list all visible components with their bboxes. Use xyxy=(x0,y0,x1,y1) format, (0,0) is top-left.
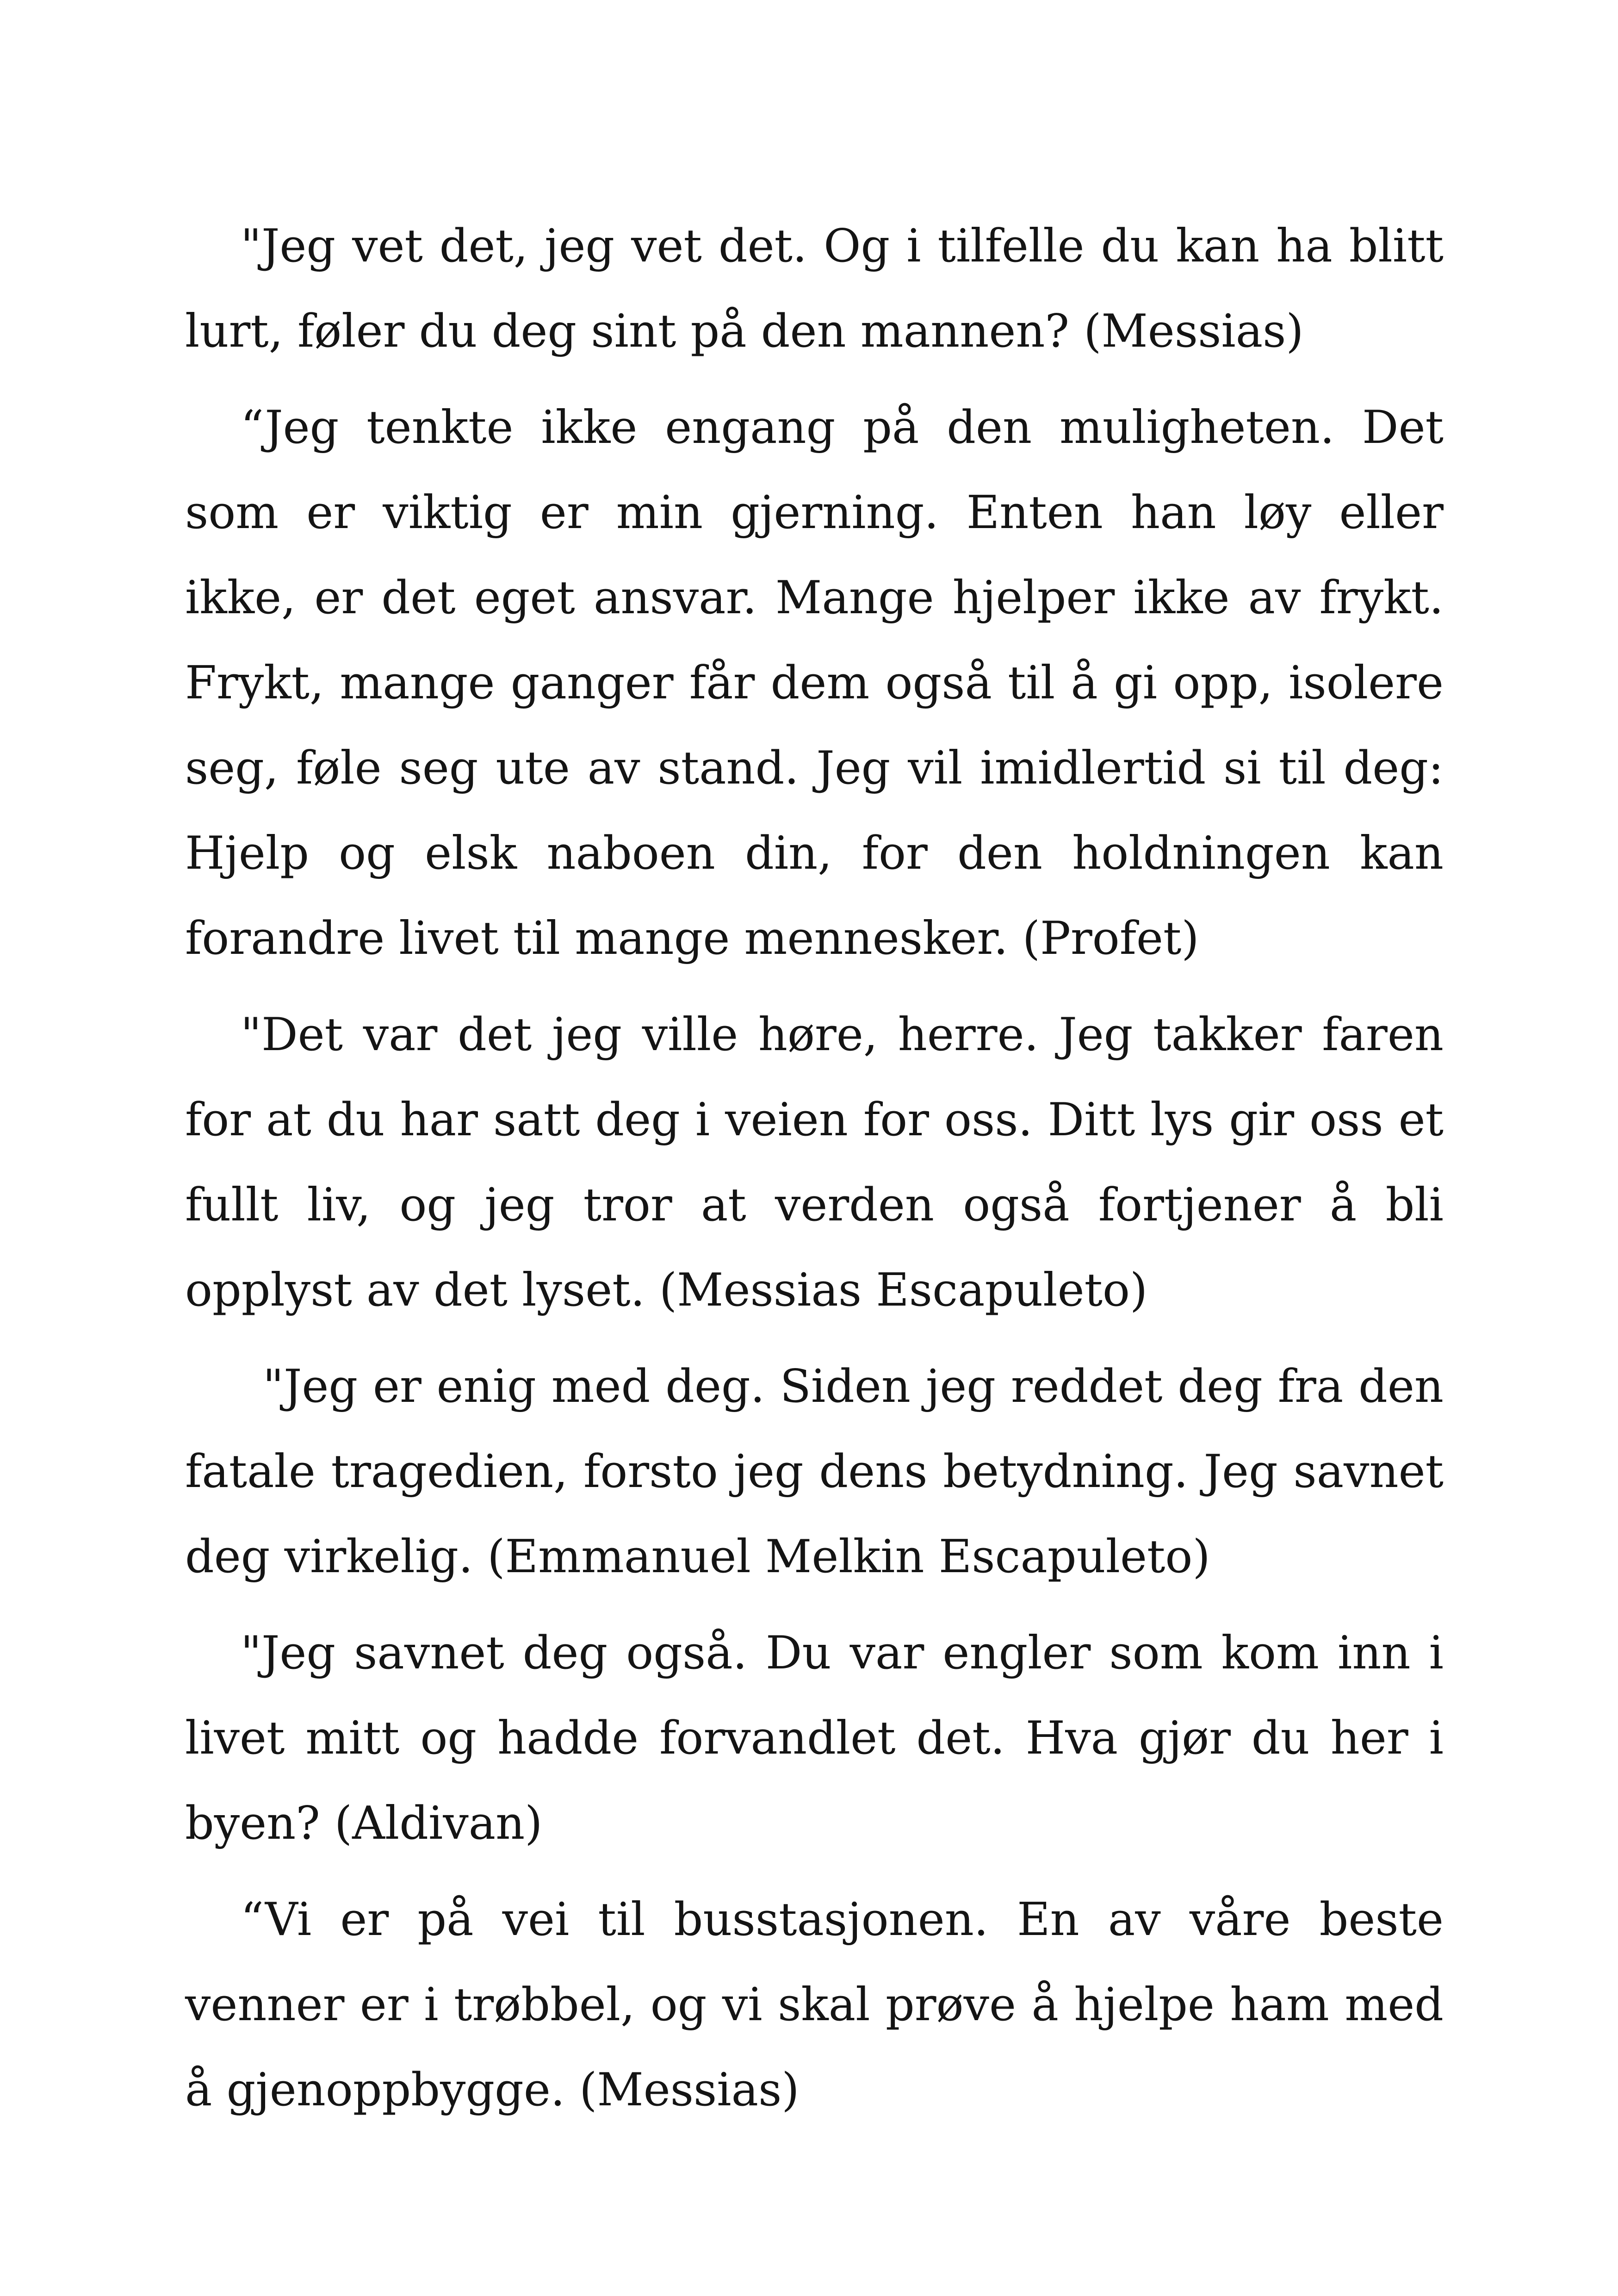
paragraph-3: "Det var det jeg ville høre, herre. Jeg takker faren for at du har satt deg i veien for oss. Ditt lys gir oss et fullt liv, og jeg tror at verden også fortjener å bli opplyst av det lyset. (Messias Escapuleto) xyxy=(185,1008,1444,1317)
paragraph-6: “Vi er på vei til busstasjonen. En av våre beste venner er i trøbbel, og vi skal prøve å hjelpe ham med å gjenoppbygge. (Messias) xyxy=(185,1893,1444,2116)
body-text xyxy=(185,204,1444,2144)
paragraph-2: “Jeg tenkte ikke engang på den muligheten. Det som er viktig er min gjerning. Enten han løy eller ikke, er det eget ansvar. Mange hjelper ikke av frykt. Frykt, mange ganger får dem også til å gi opp, isolere seg, føle seg ute av stand. Jeg vil imidlertid si til deg: Hjelp og elsk naboen din, for den holdningen kan forandre livet til mange mennesker. (Profet) xyxy=(185,401,1444,965)
paragraph-1: "Jeg vet det, jeg vet det. Og i tilfelle du kan ha blitt lurt, føler du deg sint på den mannen? (Messias) xyxy=(185,220,1444,358)
paragraph-5: "Jeg savnet deg også. Du var engler som kom inn i livet mitt og hadde forvandlet det. Hva gjør du her i byen? (Aldivan) xyxy=(185,1627,1444,1850)
paragraph-4: "Jeg er enig med deg. Siden jeg reddet deg fra den fatale tragedien, forsto jeg dens betydning. Jeg savnet deg virkelig. (Emmanuel Melkin Escapuleto) xyxy=(185,1360,1444,1583)
